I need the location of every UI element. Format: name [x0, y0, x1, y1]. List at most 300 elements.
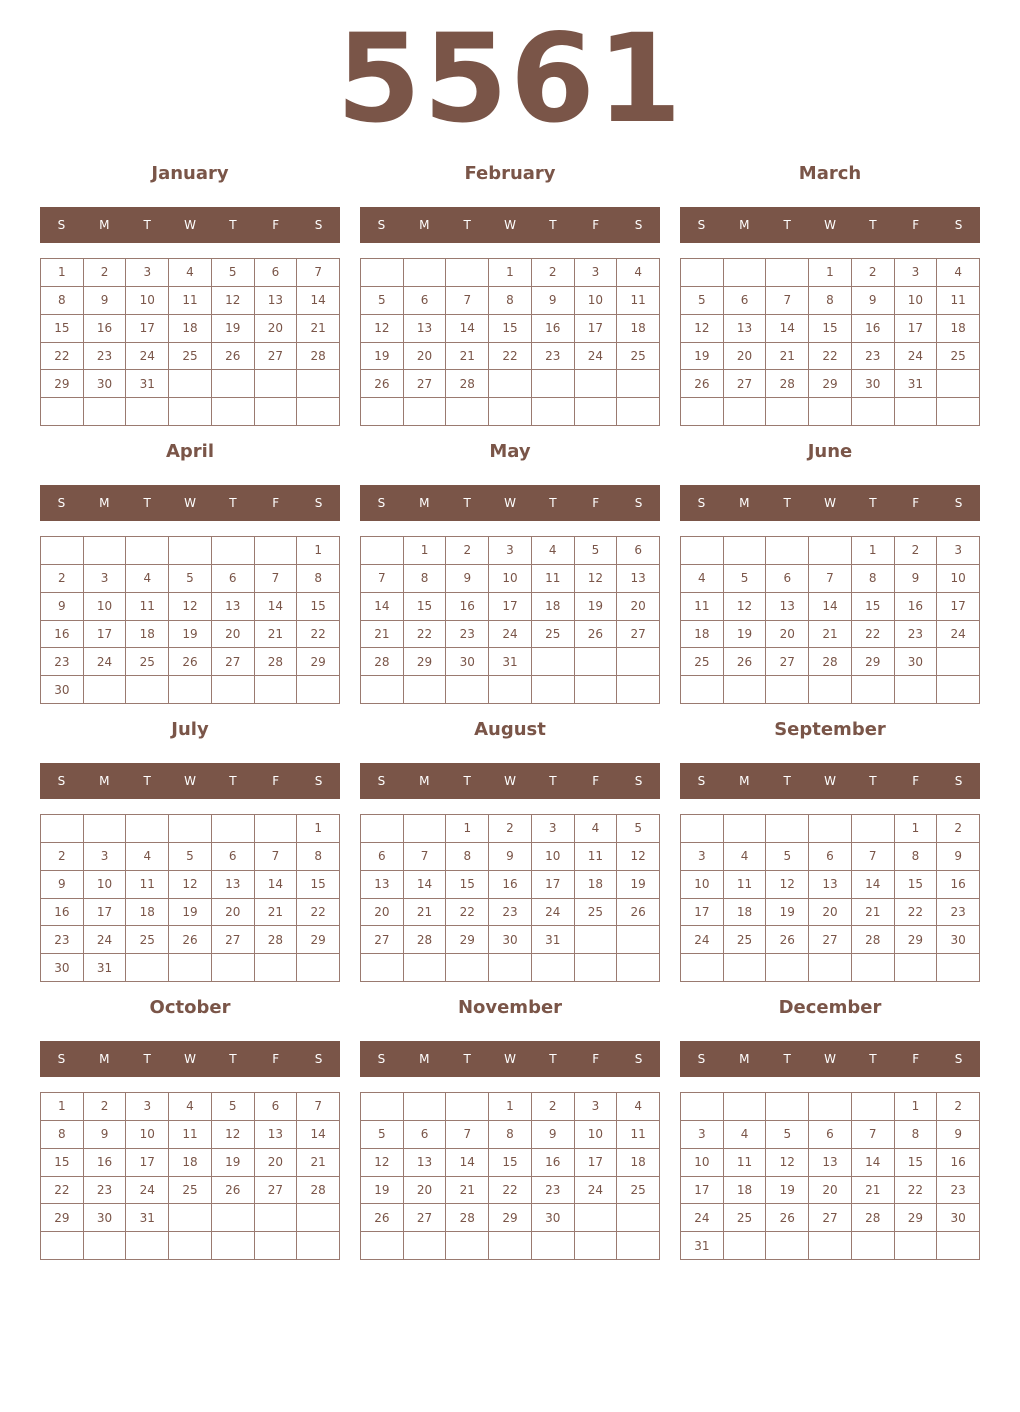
day-cell: 6	[255, 1093, 298, 1121]
empty-cell	[404, 815, 447, 843]
day-cell: 15	[895, 1149, 938, 1177]
day-cell: 13	[255, 1121, 298, 1149]
day-cell: 9	[937, 1121, 980, 1149]
weekday-label: T	[229, 774, 237, 788]
empty-cell	[84, 537, 127, 565]
empty-cell	[84, 676, 127, 704]
day-cell: 26	[766, 926, 809, 954]
day-cell: 17	[937, 593, 980, 621]
day-cell: 27	[617, 621, 660, 649]
day-cell: 21	[809, 621, 852, 649]
day-cell: 18	[937, 315, 980, 343]
day-cell: 28	[446, 1204, 489, 1232]
empty-cell	[126, 954, 169, 982]
day-cell: 4	[169, 1093, 212, 1121]
empty-cell	[724, 1093, 767, 1121]
empty-cell	[212, 676, 255, 704]
day-cell: 12	[169, 871, 212, 899]
day-cell: 10	[681, 871, 724, 899]
day-cell: 22	[404, 621, 447, 649]
empty-cell	[169, 676, 212, 704]
day-cell: 25	[724, 1204, 767, 1232]
day-cell: 8	[489, 1121, 532, 1149]
day-cell: 22	[446, 899, 489, 927]
day-cell: 29	[404, 648, 447, 676]
day-cell: 12	[212, 1121, 255, 1149]
weekday-label: M	[99, 496, 110, 510]
day-cell: 30	[41, 954, 84, 982]
day-cell: 5	[361, 287, 404, 315]
empty-cell	[361, 954, 404, 982]
day-cell: 7	[361, 565, 404, 593]
day-cell: 3	[126, 259, 169, 287]
empty-cell	[404, 1093, 447, 1121]
weekday-label: M	[419, 774, 430, 788]
day-cell: 7	[852, 1121, 895, 1149]
empty-cell	[724, 954, 767, 982]
day-cell: 8	[895, 1121, 938, 1149]
day-cell: 28	[297, 343, 340, 371]
empty-cell	[724, 815, 767, 843]
weekday-label: M	[739, 774, 750, 788]
day-cell: 2	[84, 259, 127, 287]
day-cell: 8	[895, 843, 938, 871]
day-cell: 29	[297, 648, 340, 676]
day-cell: 22	[489, 343, 532, 371]
day-grid	[40, 536, 340, 704]
day-cell: 1	[895, 815, 938, 843]
empty-cell	[361, 1232, 404, 1260]
empty-cell	[489, 370, 532, 398]
weekday-label: S	[634, 774, 643, 788]
weekday-label: M	[419, 496, 430, 510]
day-grid	[360, 1092, 660, 1260]
day-cell: 1	[41, 259, 84, 287]
empty-cell	[532, 676, 575, 704]
weekday-header	[360, 207, 660, 243]
day-cell: 21	[852, 1177, 895, 1205]
day-cell: 2	[446, 537, 489, 565]
day-cell: 4	[575, 815, 618, 843]
empty-cell	[84, 815, 127, 843]
weekday-label: M	[739, 1052, 750, 1066]
day-cell: 24	[895, 343, 938, 371]
day-cell: 16	[446, 593, 489, 621]
day-cell: 8	[404, 565, 447, 593]
empty-cell	[852, 398, 895, 426]
day-cell: 9	[41, 871, 84, 899]
day-cell: 2	[532, 259, 575, 287]
day-cell: 19	[724, 621, 767, 649]
day-cell: 29	[41, 1204, 84, 1232]
empty-cell	[852, 815, 895, 843]
day-cell: 6	[212, 843, 255, 871]
weekday-label: W	[184, 1052, 196, 1066]
day-cell: 3	[895, 259, 938, 287]
day-cell: 12	[681, 315, 724, 343]
day-cell: 12	[361, 1149, 404, 1177]
day-cell: 20	[809, 1177, 852, 1205]
day-cell: 1	[41, 1093, 84, 1121]
day-cell: 13	[361, 871, 404, 899]
day-cell: 27	[212, 926, 255, 954]
day-cell: 16	[937, 871, 980, 899]
empty-cell	[681, 398, 724, 426]
weekday-label: S	[57, 496, 66, 510]
day-cell: 19	[575, 593, 618, 621]
month-title: December	[778, 997, 882, 1018]
day-cell: 20	[255, 315, 298, 343]
weekday-label: M	[739, 218, 750, 232]
weekday-header	[680, 207, 980, 243]
day-cell: 25	[169, 343, 212, 371]
weekday-header	[40, 207, 340, 243]
day-cell: 10	[126, 1121, 169, 1149]
day-cell: 24	[937, 621, 980, 649]
weekday-label: S	[954, 496, 963, 510]
empty-cell	[169, 954, 212, 982]
day-cell: 11	[575, 843, 618, 871]
weekday-label: T	[463, 774, 471, 788]
day-cell: 7	[446, 287, 489, 315]
weekday-label: S	[377, 218, 386, 232]
day-cell: 30	[532, 1204, 575, 1232]
day-cell: 17	[84, 621, 127, 649]
day-cell: 20	[809, 899, 852, 927]
month-title: June	[807, 441, 853, 462]
day-cell: 2	[532, 1093, 575, 1121]
day-cell: 10	[84, 871, 127, 899]
day-cell: 9	[41, 593, 84, 621]
empty-cell	[809, 537, 852, 565]
day-cell: 19	[361, 1177, 404, 1205]
day-cell: 4	[937, 259, 980, 287]
empty-cell	[766, 1093, 809, 1121]
day-cell: 10	[681, 1149, 724, 1177]
day-cell: 19	[169, 899, 212, 927]
day-cell: 6	[766, 565, 809, 593]
day-cell: 11	[681, 593, 724, 621]
day-cell: 22	[852, 621, 895, 649]
weekday-label: S	[954, 1052, 963, 1066]
day-cell: 18	[126, 899, 169, 927]
empty-cell	[852, 954, 895, 982]
weekday-label: S	[954, 774, 963, 788]
day-grid	[40, 1092, 340, 1260]
day-cell: 29	[895, 926, 938, 954]
empty-cell	[895, 954, 938, 982]
day-cell: 12	[617, 843, 660, 871]
empty-cell	[126, 676, 169, 704]
day-cell: 30	[937, 1204, 980, 1232]
empty-cell	[681, 815, 724, 843]
empty-cell	[766, 1232, 809, 1260]
day-cell: 21	[255, 621, 298, 649]
day-cell: 7	[297, 259, 340, 287]
weekday-label: W	[504, 774, 516, 788]
day-cell: 22	[297, 899, 340, 927]
empty-cell	[404, 1232, 447, 1260]
day-cell: 31	[126, 370, 169, 398]
empty-cell	[361, 1093, 404, 1121]
day-cell: 4	[724, 1121, 767, 1149]
weekday-label: S	[377, 496, 386, 510]
day-cell: 8	[297, 565, 340, 593]
empty-cell	[575, 1204, 618, 1232]
weekday-label: T	[549, 218, 557, 232]
weekday-label: T	[143, 774, 151, 788]
empty-cell	[84, 398, 127, 426]
weekday-header	[360, 485, 660, 521]
day-cell: 16	[532, 315, 575, 343]
day-cell: 21	[852, 899, 895, 927]
weekday-label: S	[377, 1052, 386, 1066]
empty-cell	[255, 398, 298, 426]
empty-cell	[766, 676, 809, 704]
day-cell: 10	[532, 843, 575, 871]
empty-cell	[724, 537, 767, 565]
day-cell: 13	[404, 1149, 447, 1177]
weekday-label: F	[272, 496, 280, 510]
day-grid	[680, 536, 980, 704]
day-cell: 9	[84, 287, 127, 315]
day-cell: 15	[852, 593, 895, 621]
day-grid	[40, 258, 340, 426]
day-cell: 4	[724, 843, 767, 871]
empty-cell	[617, 1232, 660, 1260]
empty-cell	[532, 1232, 575, 1260]
day-cell: 25	[617, 1177, 660, 1205]
day-cell: 1	[895, 1093, 938, 1121]
day-cell: 4	[681, 565, 724, 593]
day-cell: 31	[681, 1232, 724, 1260]
day-cell: 19	[617, 871, 660, 899]
day-cell: 1	[489, 1093, 532, 1121]
day-cell: 16	[84, 315, 127, 343]
day-cell: 19	[212, 1149, 255, 1177]
day-cell: 3	[84, 565, 127, 593]
day-cell: 10	[489, 565, 532, 593]
day-cell: 11	[126, 593, 169, 621]
day-cell: 10	[575, 287, 618, 315]
weekday-label: S	[57, 218, 66, 232]
day-cell: 18	[617, 1149, 660, 1177]
day-cell: 16	[84, 1149, 127, 1177]
empty-cell	[212, 537, 255, 565]
day-cell: 29	[809, 370, 852, 398]
empty-cell	[446, 398, 489, 426]
day-cell: 7	[255, 565, 298, 593]
empty-cell	[212, 398, 255, 426]
day-cell: 22	[489, 1177, 532, 1205]
day-cell: 17	[681, 899, 724, 927]
day-cell: 25	[532, 621, 575, 649]
empty-cell	[575, 370, 618, 398]
day-cell: 25	[575, 899, 618, 927]
empty-cell	[681, 537, 724, 565]
empty-cell	[212, 954, 255, 982]
day-cell: 23	[852, 343, 895, 371]
day-cell: 25	[169, 1177, 212, 1205]
day-cell: 7	[809, 565, 852, 593]
empty-cell	[852, 676, 895, 704]
empty-cell	[84, 1232, 127, 1260]
day-cell: 12	[169, 593, 212, 621]
day-cell: 17	[489, 593, 532, 621]
day-cell: 4	[169, 259, 212, 287]
weekday-label: F	[912, 218, 920, 232]
empty-cell	[446, 676, 489, 704]
empty-cell	[361, 537, 404, 565]
day-cell: 8	[297, 843, 340, 871]
empty-cell	[852, 1232, 895, 1260]
empty-cell	[937, 954, 980, 982]
weekday-header	[680, 1041, 980, 1077]
day-cell: 20	[255, 1149, 298, 1177]
day-cell: 4	[617, 1093, 660, 1121]
day-grid	[360, 258, 660, 426]
day-cell: 24	[489, 621, 532, 649]
empty-cell	[766, 537, 809, 565]
weekday-label: S	[634, 496, 643, 510]
day-cell: 3	[575, 1093, 618, 1121]
day-cell: 24	[126, 1177, 169, 1205]
day-cell: 6	[724, 287, 767, 315]
empty-cell	[404, 398, 447, 426]
day-cell: 7	[404, 843, 447, 871]
day-cell: 6	[255, 259, 298, 287]
weekday-label: S	[314, 774, 323, 788]
day-cell: 15	[809, 315, 852, 343]
day-cell: 16	[937, 1149, 980, 1177]
weekday-label: W	[824, 496, 836, 510]
day-cell: 10	[126, 287, 169, 315]
day-cell: 21	[446, 343, 489, 371]
empty-cell	[937, 1232, 980, 1260]
day-cell: 10	[575, 1121, 618, 1149]
weekday-label: T	[143, 218, 151, 232]
day-grid	[40, 814, 340, 982]
empty-cell	[809, 1232, 852, 1260]
empty-cell	[41, 815, 84, 843]
day-cell: 16	[41, 621, 84, 649]
day-cell: 27	[724, 370, 767, 398]
day-cell: 25	[937, 343, 980, 371]
empty-cell	[41, 537, 84, 565]
weekday-label: F	[272, 218, 280, 232]
day-cell: 6	[809, 1121, 852, 1149]
day-cell: 23	[937, 899, 980, 927]
day-cell: 6	[404, 287, 447, 315]
day-cell: 10	[895, 287, 938, 315]
day-cell: 8	[852, 565, 895, 593]
day-cell: 13	[809, 1149, 852, 1177]
empty-cell	[126, 537, 169, 565]
empty-cell	[724, 1232, 767, 1260]
day-cell: 13	[724, 315, 767, 343]
day-cell: 14	[297, 287, 340, 315]
day-cell: 5	[724, 565, 767, 593]
weekday-label: S	[314, 1052, 323, 1066]
weekday-label: S	[377, 774, 386, 788]
day-cell: 13	[255, 287, 298, 315]
day-cell: 1	[852, 537, 895, 565]
day-cell: 26	[766, 1204, 809, 1232]
day-cell: 15	[489, 315, 532, 343]
day-cell: 15	[446, 871, 489, 899]
empty-cell	[255, 370, 298, 398]
day-cell: 27	[212, 648, 255, 676]
day-grid	[360, 814, 660, 982]
day-cell: 19	[766, 899, 809, 927]
weekday-label: T	[869, 1052, 877, 1066]
weekday-label: W	[824, 1052, 836, 1066]
day-cell: 15	[297, 871, 340, 899]
weekday-label: S	[314, 496, 323, 510]
day-cell: 28	[766, 370, 809, 398]
day-cell: 24	[84, 926, 127, 954]
empty-cell	[681, 676, 724, 704]
day-cell: 27	[809, 926, 852, 954]
empty-cell	[895, 676, 938, 704]
day-cell: 3	[681, 1121, 724, 1149]
empty-cell	[489, 954, 532, 982]
empty-cell	[617, 954, 660, 982]
day-cell: 4	[617, 259, 660, 287]
empty-cell	[575, 1232, 618, 1260]
day-cell: 8	[489, 287, 532, 315]
day-cell: 24	[532, 899, 575, 927]
day-cell: 11	[937, 287, 980, 315]
day-cell: 14	[852, 871, 895, 899]
weekday-label: S	[697, 774, 706, 788]
weekday-label: S	[634, 1052, 643, 1066]
month-title: October	[149, 997, 231, 1018]
empty-cell	[766, 954, 809, 982]
day-cell: 12	[766, 871, 809, 899]
day-cell: 11	[169, 1121, 212, 1149]
day-cell: 18	[724, 1177, 767, 1205]
weekday-label: F	[592, 496, 600, 510]
day-cell: 29	[852, 648, 895, 676]
empty-cell	[809, 676, 852, 704]
empty-cell	[212, 1232, 255, 1260]
weekday-label: F	[592, 774, 600, 788]
day-cell: 11	[532, 565, 575, 593]
empty-cell	[937, 398, 980, 426]
empty-cell	[297, 954, 340, 982]
empty-cell	[937, 676, 980, 704]
empty-cell	[126, 815, 169, 843]
weekday-header	[360, 1041, 660, 1077]
day-cell: 18	[617, 315, 660, 343]
day-cell: 29	[41, 370, 84, 398]
day-cell: 20	[404, 1177, 447, 1205]
day-cell: 22	[895, 1177, 938, 1205]
day-cell: 21	[297, 1149, 340, 1177]
day-cell: 31	[126, 1204, 169, 1232]
day-cell: 26	[724, 648, 767, 676]
empty-cell	[297, 676, 340, 704]
weekday-header	[40, 763, 340, 799]
empty-cell	[617, 648, 660, 676]
day-cell: 23	[41, 926, 84, 954]
day-cell: 8	[446, 843, 489, 871]
day-cell: 17	[895, 315, 938, 343]
day-cell: 28	[297, 1177, 340, 1205]
weekday-label: T	[463, 496, 471, 510]
day-cell: 13	[809, 871, 852, 899]
